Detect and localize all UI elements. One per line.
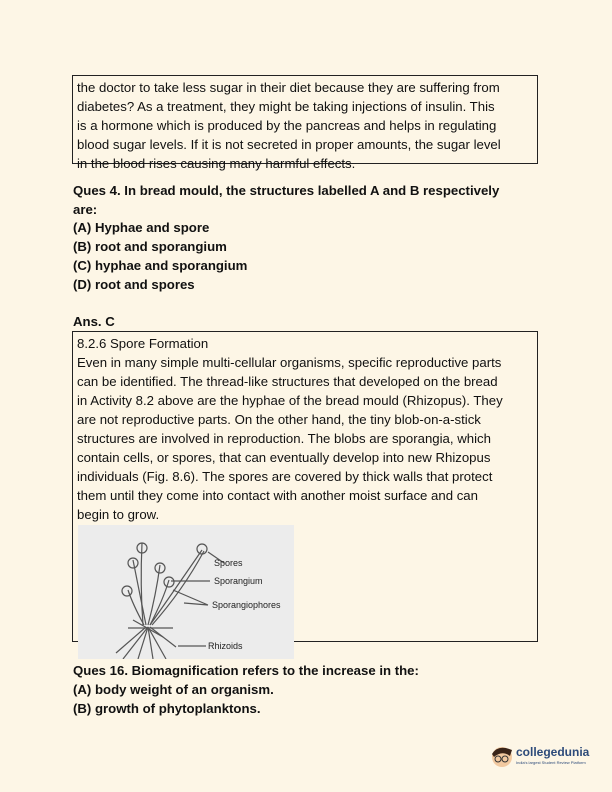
text-line: begin to grow.	[77, 507, 160, 522]
question-text: Ques 16. Biomagnification refers to the increase in the:	[73, 663, 419, 678]
option-a: (A) Hyphae and spore	[73, 220, 210, 236]
option-b: (B) root and sporangium	[73, 239, 227, 255]
mascot-icon	[490, 744, 514, 768]
option-b: (B) growth of phytoplanktons.	[73, 701, 261, 716]
text-line: in the blood rises causing many harmful effects.	[77, 156, 356, 171]
rhizopus-figure	[78, 525, 294, 659]
question-4	[73, 182, 499, 294]
text-line: them until they come into contact with another moist surface and can	[77, 488, 478, 503]
text-line: are not reproductive parts. On the other hand, the tiny blob-on-a-stick	[77, 412, 481, 427]
option-c: (C) hyphae and sporangium	[73, 257, 248, 273]
text-line: can be identified. The thread-like structures that developed on the bread	[77, 374, 498, 389]
text-line: contain cells, or spores, that can eventually develop into new Rhizopus	[77, 450, 491, 465]
logo-name: collegedunia	[516, 745, 590, 759]
text-line: diabetes? As a treatment, they might be taking injections of insulin. This	[77, 99, 495, 114]
text-line: is a hormone which is produced by the pancreas and helps in regulating	[77, 118, 497, 133]
section-heading: 8.2.6 Spore Formation	[77, 336, 209, 351]
logo-tagline: India's largest Student Review Platform	[516, 760, 586, 765]
spore-formation-box	[72, 331, 538, 651]
label-rhizoids: Rhizoids	[208, 641, 243, 651]
answer: Ans. C	[73, 314, 115, 329]
option-a: (A) body weight of an organism.	[73, 682, 274, 697]
question-16	[73, 661, 419, 718]
text-line: structures are involved in reproduction. The blobs are sporangia, which	[77, 431, 491, 446]
label-sporangiophores: Sporangiophores	[212, 600, 281, 610]
text-line: individuals (Fig. 8.6). The spores are covered by thick walls that protect	[77, 469, 493, 484]
question-text: Ques 4. In bread mould, the structures labelled A and B respectively	[73, 183, 500, 198]
insulin-passage-box	[72, 75, 538, 171]
label-spores: Spores	[214, 558, 243, 568]
question-text: are:	[73, 201, 98, 217]
text-line: in Activity 8.2 above are the hyphae of the bread mould (Rhizopus). They	[77, 393, 503, 408]
text-line: the doctor to take less sugar in their diet because they are suffering from	[77, 80, 500, 95]
text-line: Even in many simple multi-cellular organisms, specific reproductive parts	[77, 355, 502, 370]
text-line: blood sugar levels. If it is not secreted in proper amounts, the sugar level	[77, 137, 501, 152]
option-d: (D) root and spores	[73, 276, 195, 292]
rhizopus-drawing	[78, 525, 294, 659]
label-sporangium: Sporangium	[214, 576, 263, 586]
